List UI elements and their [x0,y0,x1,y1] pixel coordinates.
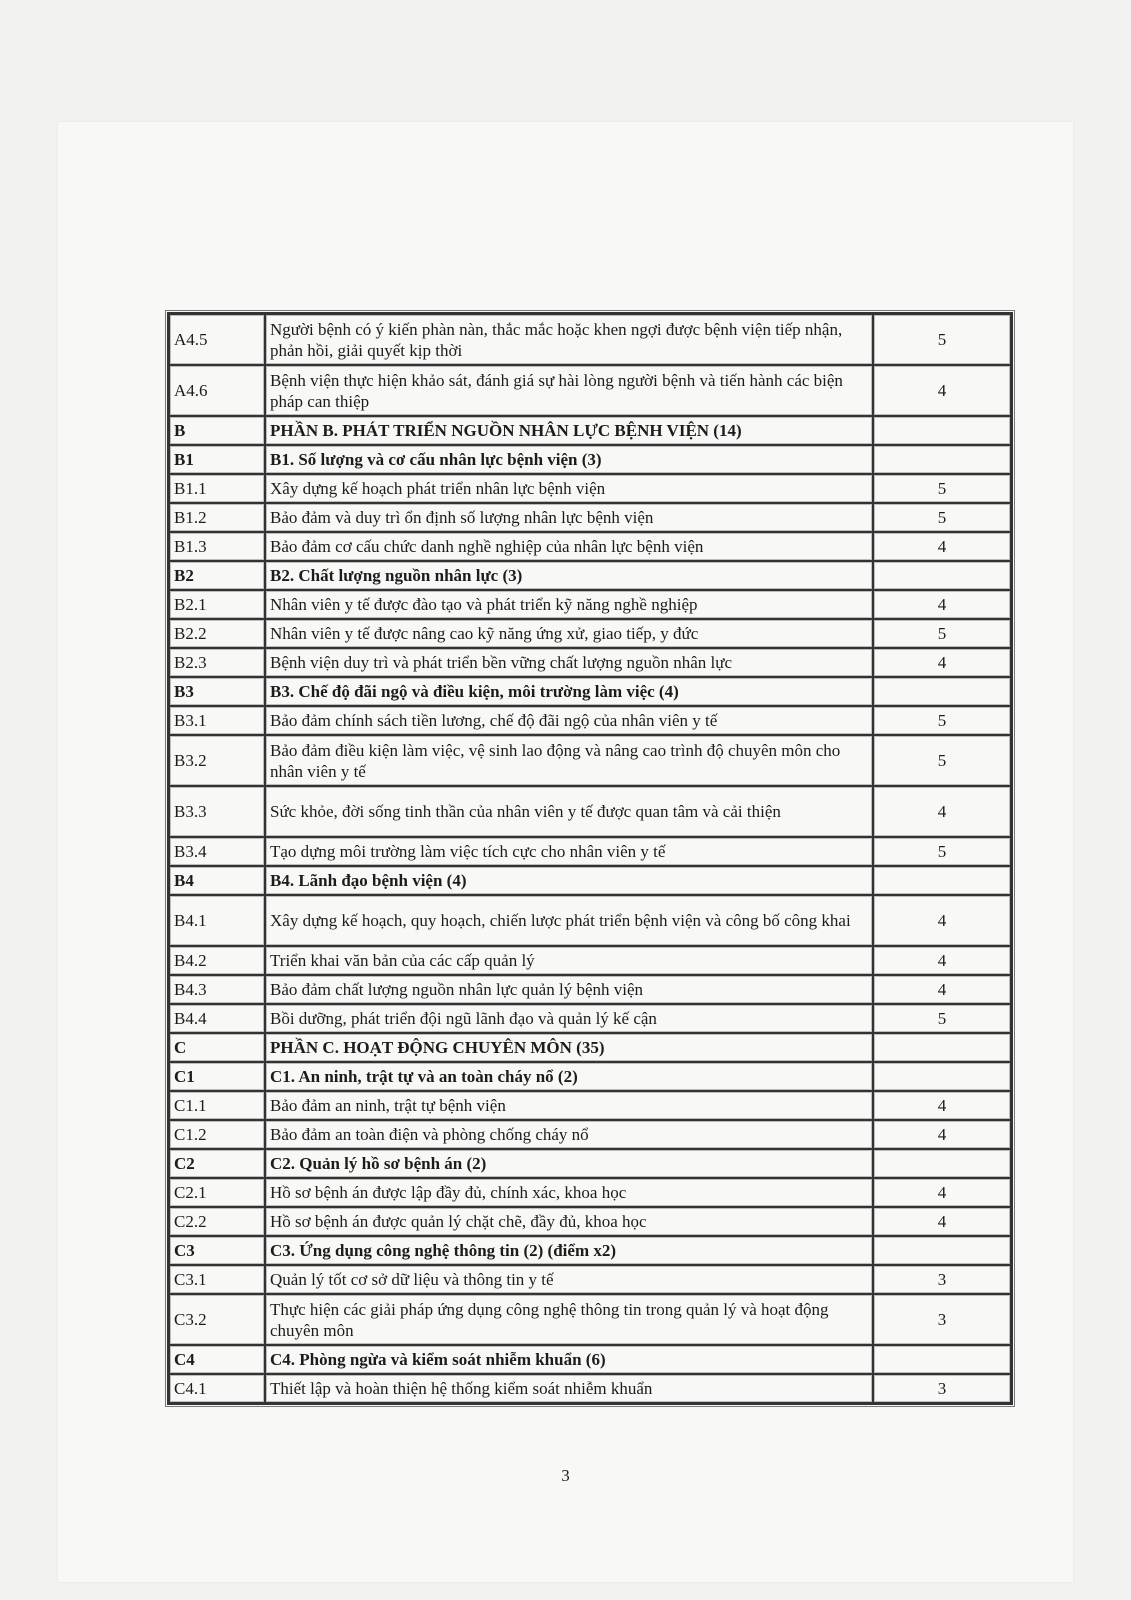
criterion-code-cell: B2.1 [169,590,265,619]
criterion-row [169,1120,1011,1149]
criterion-content-cell: C4. Phòng ngừa và kiểm soát nhiễm khuẩn (6) [265,1345,873,1374]
criterion-content-cell: Bảo đảm cơ cấu chức danh nghề nghiệp của nhân lực bệnh viện [265,532,873,561]
section-header-row [169,1149,1011,1178]
criterion-row [169,1178,1011,1207]
criterion-code-cell: B4.1 [169,895,265,946]
criterion-content-cell: Sức khỏe, đời sống tinh thần của nhân viên y tế được quan tâm và cải thiện [265,786,873,837]
criterion-score-cell: 5 [873,503,1011,532]
criterion-content-cell: Thực hiện các giải pháp ứng dụng công nghệ thông tin trong quản lý và hoạt động chuyên môn [265,1294,873,1345]
criterion-content-cell: Bảo đảm chính sách tiền lương, chế độ đãi ngộ của nhân viên y tế [265,706,873,735]
criterion-row [169,1374,1011,1403]
criterion-code-cell: C4.1 [169,1374,265,1403]
criterion-content-cell: B4. Lãnh đạo bệnh viện (4) [265,866,873,895]
criterion-content-cell: Bồi dưỡng, phát triển đội ngũ lãnh đạo và quản lý kế cận [265,1004,873,1033]
criterion-score-cell: 5 [873,1004,1011,1033]
criterion-score-cell [873,1033,1011,1062]
criterion-score-cell: 4 [873,946,1011,975]
criterion-code-cell: B3 [169,677,265,706]
criterion-code-cell: B4.2 [169,946,265,975]
criterion-code-cell: B1 [169,445,265,474]
criterion-score-cell: 4 [873,786,1011,837]
criterion-content-cell: Bảo đảm an ninh, trật tự bệnh viện [265,1091,873,1120]
criterion-score-cell [873,677,1011,706]
criterion-code-cell: C1 [169,1062,265,1091]
criterion-code-cell: B [169,416,265,445]
criterion-score-cell: 5 [873,474,1011,503]
section-header-row [169,416,1011,445]
criterion-code-cell: B4.4 [169,1004,265,1033]
criterion-content-cell: Bảo đảm và duy trì ổn định số lượng nhân lực bệnh viện [265,503,873,532]
criterion-content-cell: Xây dựng kế hoạch, quy hoạch, chiến lược phát triển bệnh viện và công bố công khai [265,895,873,946]
criterion-content-cell: Nhân viên y tế được nâng cao kỹ năng ứng xử, giao tiếp, y đức [265,619,873,648]
section-header-row [169,1236,1011,1265]
criterion-score-cell [873,1236,1011,1265]
criterion-code-cell: A4.5 [169,314,265,365]
criterion-row [169,648,1011,677]
criterion-content-cell: C1. An ninh, trật tự và an toàn cháy nổ (2) [265,1062,873,1091]
criterion-row [169,532,1011,561]
criteria-table-body [169,314,1011,1403]
criterion-code-cell: C2 [169,1149,265,1178]
criterion-row [169,735,1011,786]
criterion-score-cell [873,416,1011,445]
criterion-content-cell: Bảo đảm an toàn điện và phòng chống cháy nổ [265,1120,873,1149]
criterion-row [169,365,1011,416]
criterion-score-cell: 5 [873,837,1011,866]
criterion-code-cell: C1.1 [169,1091,265,1120]
criterion-score-cell: 3 [873,1265,1011,1294]
criterion-score-cell: 3 [873,1374,1011,1403]
criterion-row [169,474,1011,503]
criterion-content-cell: Người bệnh có ý kiến phàn nàn, thắc mắc hoặc khen ngợi được bệnh viện tiếp nhận, phản hồi, giải quyết kịp thời [265,314,873,365]
criterion-content-cell: PHẦN C. HOẠT ĐỘNG CHUYÊN MÔN (35) [265,1033,873,1062]
section-header-row [169,445,1011,474]
criterion-row [169,1265,1011,1294]
criterion-content-cell: C3. Ứng dụng công nghệ thông tin (2) (điểm x2) [265,1236,873,1265]
section-header-row [169,561,1011,590]
criterion-row [169,786,1011,837]
criterion-score-cell: 4 [873,1207,1011,1236]
criterion-content-cell: Bảo đảm chất lượng nguồn nhân lực quản lý bệnh viện [265,975,873,1004]
criterion-code-cell: B2.2 [169,619,265,648]
criterion-row [169,975,1011,1004]
criterion-content-cell: B3. Chế độ đãi ngộ và điều kiện, môi trường làm việc (4) [265,677,873,706]
criterion-content-cell: Thiết lập và hoàn thiện hệ thống kiểm soát nhiễm khuẩn [265,1374,873,1403]
criterion-code-cell: B1.3 [169,532,265,561]
criterion-code-cell: C3 [169,1236,265,1265]
criterion-content-cell: Hồ sơ bệnh án được quản lý chặt chẽ, đầy đủ, khoa học [265,1207,873,1236]
criterion-code-cell: B2 [169,561,265,590]
criterion-score-cell: 4 [873,365,1011,416]
criterion-row [169,1207,1011,1236]
section-header-row [169,1062,1011,1091]
section-header-row [169,677,1011,706]
criterion-row [169,619,1011,648]
criterion-score-cell [873,1149,1011,1178]
criterion-content-cell: B2. Chất lượng nguồn nhân lực (3) [265,561,873,590]
criterion-content-cell: Bệnh viện duy trì và phát triển bền vững chất lượng nguồn nhân lực [265,648,873,677]
criterion-score-cell: 4 [873,590,1011,619]
page-number: 3 [561,1466,570,1485]
criterion-code-cell: B3.4 [169,837,265,866]
criterion-content-cell: Nhân viên y tế được đào tạo và phát triển kỹ năng nghề nghiệp [265,590,873,619]
criterion-score-cell: 4 [873,895,1011,946]
criterion-content-cell: Bảo đảm điều kiện làm việc, vệ sinh lao động và nâng cao trình độ chuyên môn cho nhân viên y tế [265,735,873,786]
criterion-code-cell: B4.3 [169,975,265,1004]
criterion-row [169,1294,1011,1345]
criterion-code-cell: C2.2 [169,1207,265,1236]
criterion-content-cell: Quản lý tốt cơ sở dữ liệu và thông tin y tế [265,1265,873,1294]
criterion-code-cell: A4.6 [169,365,265,416]
criterion-score-cell: 4 [873,1178,1011,1207]
section-header-row [169,1345,1011,1374]
criterion-score-cell: 5 [873,735,1011,786]
section-header-row [169,1033,1011,1062]
criterion-content-cell: Tạo dựng môi trường làm việc tích cực cho nhân viên y tế [265,837,873,866]
criterion-code-cell: B3.1 [169,706,265,735]
criterion-score-cell [873,561,1011,590]
criterion-score-cell: 3 [873,1294,1011,1345]
criterion-code-cell: B3.3 [169,786,265,837]
criterion-score-cell: 5 [873,619,1011,648]
criterion-row [169,895,1011,946]
criterion-score-cell [873,445,1011,474]
criterion-code-cell: B3.2 [169,735,265,786]
criterion-code-cell: C1.2 [169,1120,265,1149]
criterion-score-cell: 4 [873,648,1011,677]
criterion-row [169,314,1011,365]
criterion-code-cell: B1.2 [169,503,265,532]
criterion-content-cell: B1. Số lượng và cơ cấu nhân lực bệnh viện (3) [265,445,873,474]
section-header-row [169,866,1011,895]
criterion-code-cell: C2.1 [169,1178,265,1207]
criterion-row [169,706,1011,735]
criterion-score-cell: 4 [873,975,1011,1004]
criterion-row [169,946,1011,975]
criterion-score-cell [873,866,1011,895]
criterion-score-cell: 4 [873,532,1011,561]
criterion-content-cell: C2. Quản lý hồ sơ bệnh án (2) [265,1149,873,1178]
criterion-content-cell: Bệnh viện thực hiện khảo sát, đánh giá sự hài lòng người bệnh và tiến hành các biện pháp can thiệp [265,365,873,416]
criterion-code-cell: C3.1 [169,1265,265,1294]
criterion-code-cell: C [169,1033,265,1062]
criterion-code-cell: C3.2 [169,1294,265,1345]
criterion-row [169,837,1011,866]
criterion-code-cell: B4 [169,866,265,895]
criterion-score-cell: 4 [873,1091,1011,1120]
criterion-score-cell: 5 [873,314,1011,365]
criterion-row [169,590,1011,619]
criterion-content-cell: Triển khai văn bản của các cấp quản lý [265,946,873,975]
criterion-content-cell: PHẦN B. PHÁT TRIỂN NGUỒN NHÂN LỰC BỆNH VIỆN (14) [265,416,873,445]
criterion-score-cell: 5 [873,706,1011,735]
criterion-code-cell: C4 [169,1345,265,1374]
criterion-row [169,1004,1011,1033]
criterion-score-cell: 4 [873,1120,1011,1149]
criterion-content-cell: Xây dựng kế hoạch phát triển nhân lực bệnh viện [265,474,873,503]
criterion-code-cell: B1.1 [169,474,265,503]
criterion-code-cell: B2.3 [169,648,265,677]
criterion-score-cell [873,1062,1011,1091]
criterion-score-cell [873,1345,1011,1374]
criterion-row [169,503,1011,532]
criteria-score-table [167,312,1013,1405]
criterion-row [169,1091,1011,1120]
criterion-content-cell: Hồ sơ bệnh án được lập đầy đủ, chính xác, khoa học [265,1178,873,1207]
